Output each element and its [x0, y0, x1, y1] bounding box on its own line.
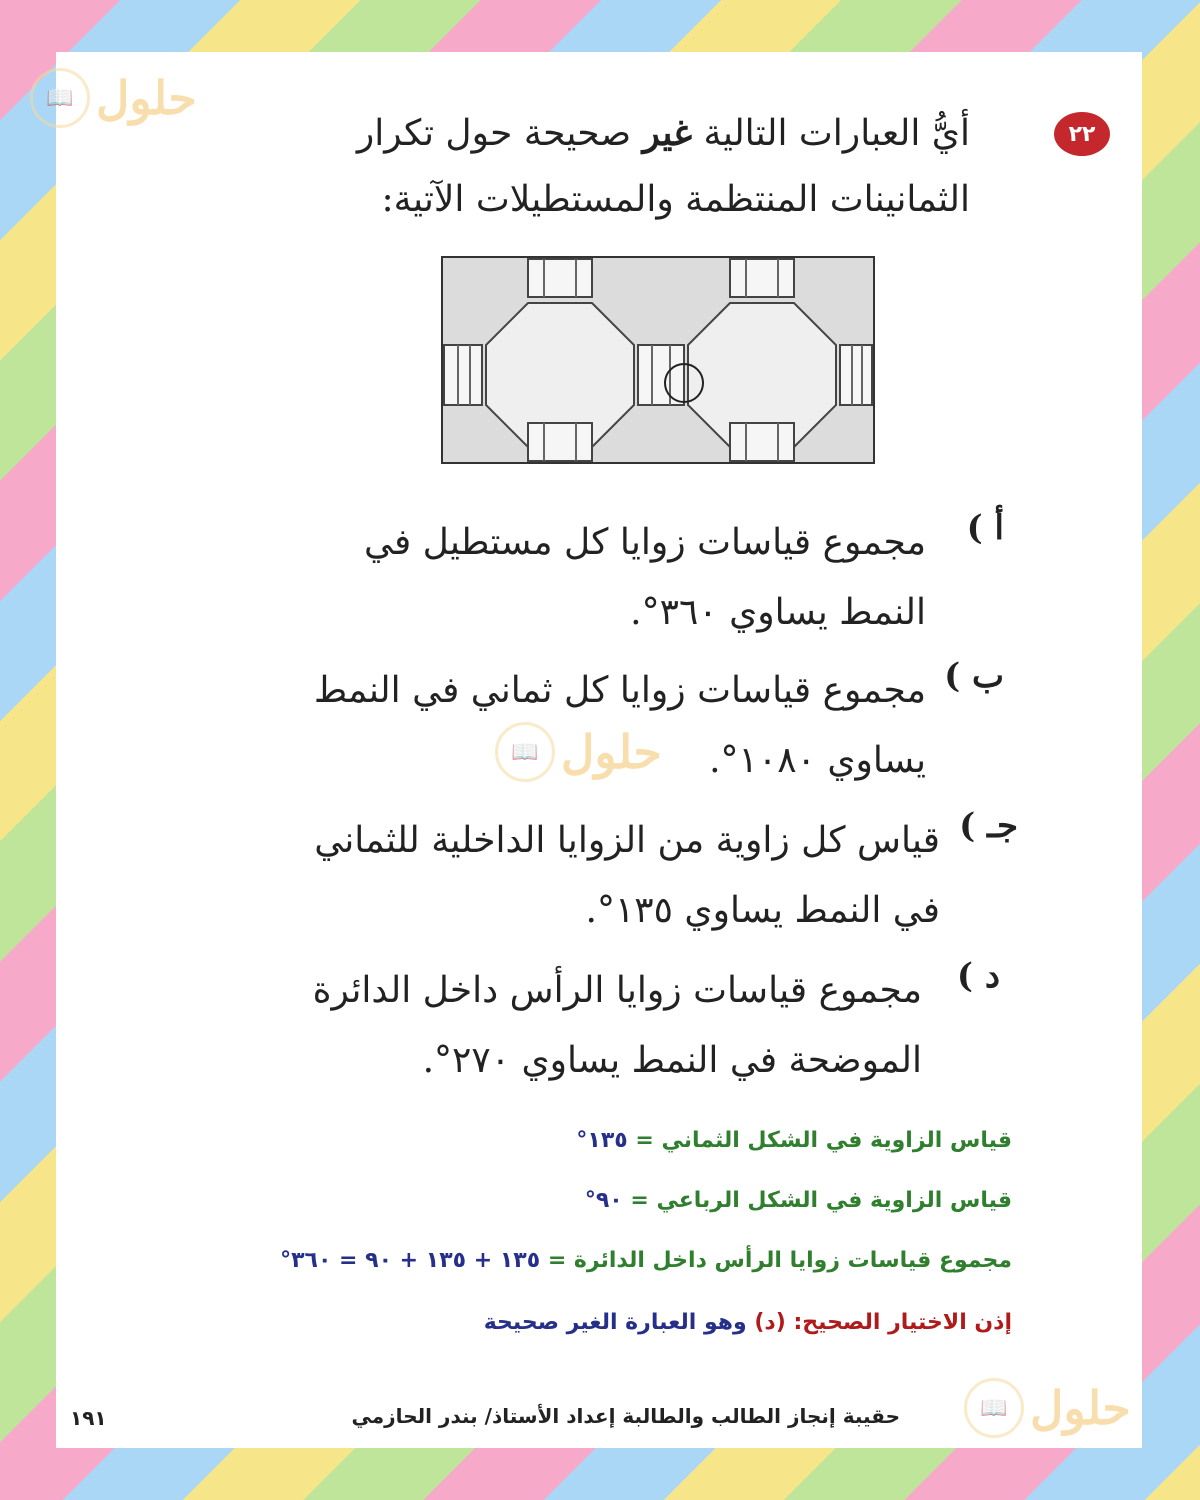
rect-bottom-right	[730, 423, 794, 461]
option-d-line1: مجموع قياسات زوايا الرأس داخل الدائرة	[312, 970, 922, 1011]
option-b-label: ب )	[944, 656, 1004, 696]
solution-line-4	[312, 1310, 1012, 1335]
watermark-text: حلول	[1030, 1381, 1131, 1435]
vertex-sum-label: مجموع قياسات زوايا الرأس داخل الدائرة =	[547, 1248, 1012, 1273]
rect-top-left	[528, 259, 592, 297]
octagon-angle-value: ١٣٥°	[576, 1128, 628, 1153]
question-line1-end: صحيحة حول تكرار	[356, 113, 643, 154]
option-c	[198, 806, 1018, 946]
vertex-sum-value: ١٣٥ + ١٣٥ + ٩٠ = ٣٦٠°	[280, 1248, 541, 1273]
book-icon: 📖	[495, 722, 555, 782]
option-c-text	[220, 806, 940, 946]
option-c-line1: قياس كل زاوية من الزوايا الداخلية للثماني	[314, 820, 940, 861]
book-icon: 📖	[964, 1378, 1024, 1438]
rect-top-right	[730, 259, 794, 297]
square-angle-label: قياس الزاوية في الشكل الرباعي =	[630, 1188, 1012, 1213]
answer-choice: (د)	[754, 1310, 786, 1335]
solution-line-1	[312, 1128, 1012, 1153]
question-number-badge: ٢٢	[1054, 112, 1110, 156]
option-a	[204, 508, 1004, 648]
octagon-angle-label: قياس الزاوية في الشكل الثماني =	[635, 1128, 1012, 1153]
watermark-text: حلول	[561, 725, 662, 779]
option-a-label: أ )	[966, 508, 1004, 548]
option-d-line2: الموضحة في النمط يساوي ٢٧٠°.	[422, 1040, 922, 1081]
option-b-line2: يساوي ١٠٨٠°.	[709, 740, 926, 781]
book-icon: 📖	[30, 68, 90, 128]
rect-bottom-left	[528, 423, 592, 461]
question-text	[230, 100, 970, 233]
page-number: ١٩١	[70, 1406, 107, 1430]
option-b-text	[206, 656, 926, 796]
option-c-label: جـ )	[959, 806, 1018, 846]
option-a-line2: النمط يساوي ٣٦٠°.	[630, 592, 926, 633]
option-d-text	[202, 956, 922, 1096]
option-a-text	[206, 508, 926, 648]
option-d-label: د )	[956, 956, 1000, 996]
watermark-logo	[30, 68, 197, 128]
option-d	[200, 956, 1000, 1096]
watermark-text: حلول	[96, 71, 197, 125]
answer-explanation: وهو العبارة الغير صحيحة	[483, 1310, 747, 1335]
answer-label: إذن الاختيار الصحيح:	[793, 1310, 1012, 1335]
option-c-line2: في النمط يساوي ١٣٥°.	[585, 890, 940, 931]
rect-left	[444, 345, 482, 405]
rect-middle	[638, 345, 684, 405]
watermark-logo-bottom	[964, 1378, 1131, 1438]
solution-line-3	[132, 1248, 1012, 1273]
octagon-rectangle-tiling-figure	[440, 255, 876, 465]
option-b	[204, 656, 1004, 796]
question-line2: الثمانينات المنتظمة والمستطيلات الآتية:	[381, 179, 970, 220]
footer-credit: حقيبة إنجاز الطالب والطالبة إعداد الأستاذ/ بندر الحازمي	[351, 1404, 900, 1428]
question-line1-start: أيُّ العبارات التالية	[692, 113, 970, 154]
question-emphasis: غير	[642, 112, 693, 154]
solution-line-2	[312, 1188, 1012, 1213]
square-angle-value: ٩٠°	[584, 1188, 623, 1213]
option-b-line1: مجموع قياسات زوايا كل ثماني في النمط	[313, 670, 926, 711]
rect-right	[840, 345, 872, 405]
option-a-line1: مجموع قياسات زوايا كل مستطيل في	[364, 522, 926, 563]
